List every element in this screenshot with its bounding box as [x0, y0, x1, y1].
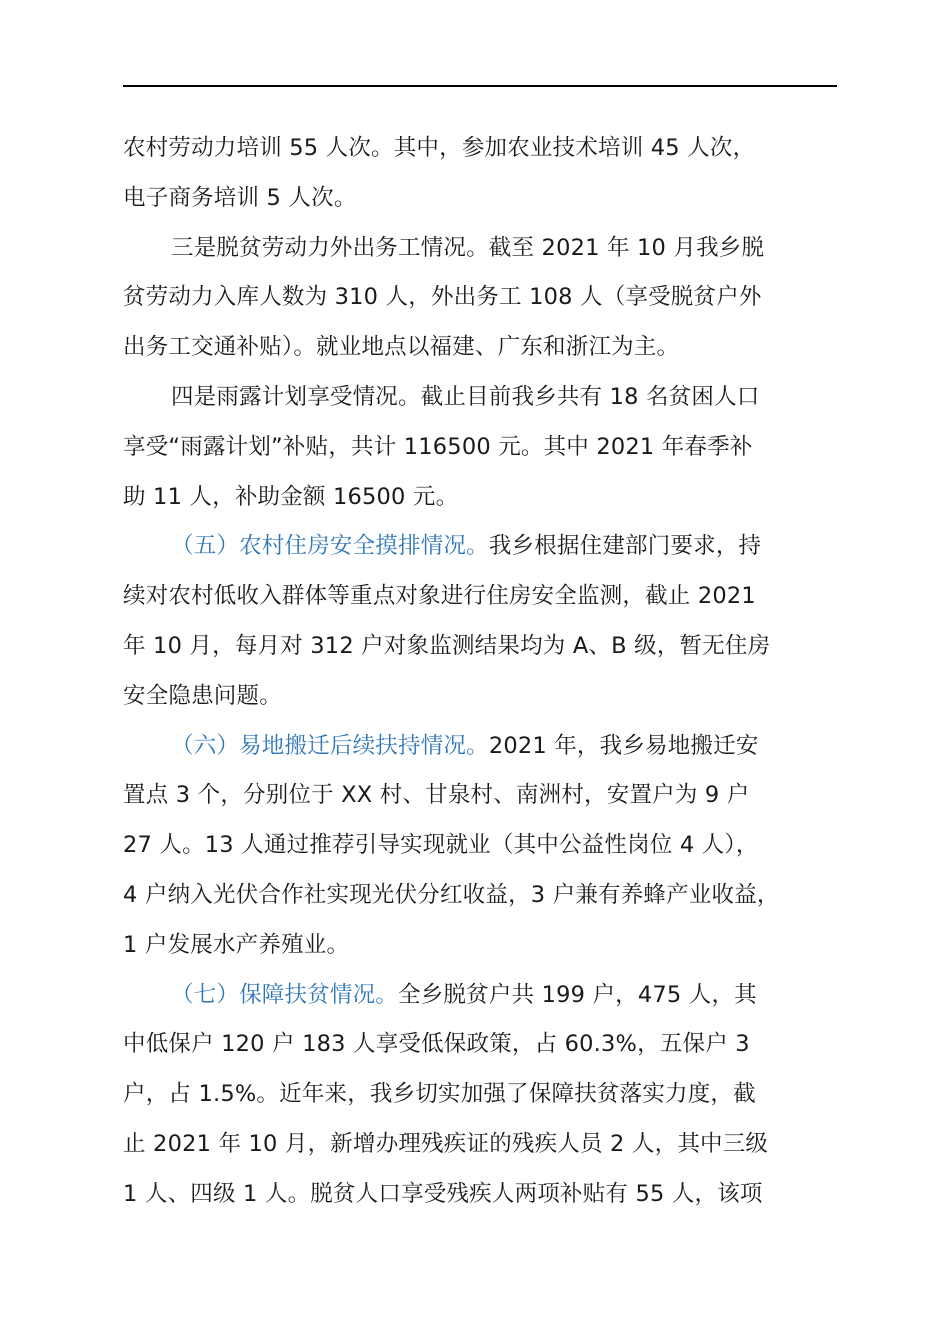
text-line: 1 户发展水产养殖业。	[123, 931, 350, 958]
text-line: 安全隐患问题。	[123, 682, 282, 709]
section-heading: （六）易地搬迁后续扶持情况。	[171, 732, 489, 759]
text-line: 户，占 1.5%。近年来，我乡切实加强了保障扶贫落实力度，截	[123, 1081, 756, 1108]
text-line: 1 人、四级 1 人。脱贫人口享受残疾人两项补贴有 55 人，该项	[123, 1180, 763, 1207]
text-line: 置点 3 个，分别位于 XX 村、甘泉村、南洲村，安置户为 9 户	[123, 782, 750, 809]
text-line: 年 10 月，每月对 312 户对象监测结果均为 A、B 级，暂无住房	[123, 632, 771, 659]
body-text	[123, 124, 883, 1220]
text-line: 农村劳动力培训 55 人次。其中，参加农业技术培训 45 人次，	[123, 135, 756, 161]
text-line: （五）农村住房安全摸排情况。我乡根据住建部门要求，持	[171, 533, 762, 560]
text-line: 助 11 人，补助金额 16500 元。	[123, 483, 459, 510]
section-heading: （七）保障扶贫情况。	[171, 981, 399, 1008]
text-line: 贫劳动力入库人数为 310 人，外出务工 108 人（享受脱贫户外	[123, 284, 762, 311]
header-rule	[123, 85, 837, 87]
text-line: 出务工交通补贴）。就业地点以福建、广东和浙江为主。	[123, 334, 680, 361]
text-line: 中低保户 120 户 183 人享受低保政策，占 60.3%，五保户 3	[123, 1031, 750, 1058]
text-line: （六）易地搬迁后续扶持情况。2021 年，我乡易地搬迁安	[171, 732, 759, 759]
text-line: 止 2021 年 10 月，新增办理残疾证的残疾人员 2 人，其中三级	[123, 1130, 769, 1157]
section-heading: （五）农村住房安全摸排情况。	[171, 533, 489, 560]
text-line: 续对农村低收入群体等重点对象进行住房安全监测，截止 2021	[123, 583, 756, 610]
text-line: 电子商务培训 5 人次。	[123, 184, 357, 211]
text-line: 四是雨露计划享受情况。截止目前我乡共有 18 名贫困人口	[171, 383, 760, 410]
text-line: （七）保障扶贫情况。全乡脱贫户共 199 户，475 人，其	[171, 981, 757, 1008]
text-line: 享受“雨露计划”补贴，共计 116500 元。其中 2021 年春季补	[123, 433, 753, 460]
text-line: 三是脱贫劳动力外出务工情况。截至 2021 年 10 月我乡脱	[171, 234, 765, 261]
text-line: 4 户纳入光伏合作社实现光伏分红收益，3 户兼有养蜂产业收益，	[123, 881, 780, 908]
text-line: 27 人。13 人通过推荐引导实现就业（其中公益性岗位 4 人），	[123, 832, 759, 859]
